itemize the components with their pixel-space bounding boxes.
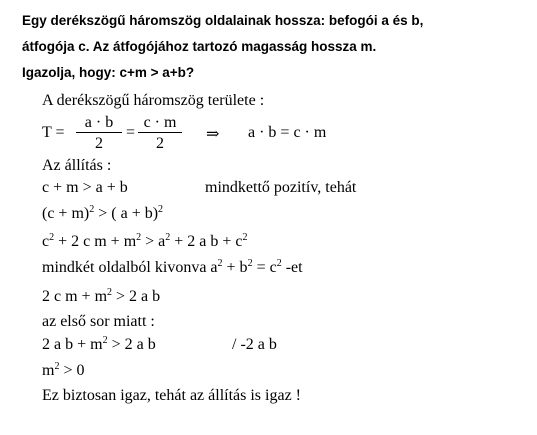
subtract-eq-c: = c	[252, 259, 277, 276]
reduced-rhs: > 2 a b	[112, 288, 161, 305]
squared-lhs: (c + m)	[42, 205, 90, 222]
substituted-note: / -2 a b	[232, 336, 277, 353]
conclusion: Ez biztosan igaz, tehát az állítás is igaz !	[42, 387, 301, 404]
term-2ab-c: + 2 a b + c	[170, 233, 243, 250]
area-result: a · b = c · m	[248, 124, 327, 141]
exponent: 2	[49, 232, 55, 243]
claim-intro: Az állítás :	[42, 157, 112, 174]
final-inequality	[42, 362, 84, 380]
exponent: 2	[276, 258, 282, 269]
exponent: 2	[102, 335, 108, 346]
squared-rhs: > ( a + b)	[94, 205, 159, 222]
implies-arrow: ⇒	[206, 126, 220, 143]
claim-inequality: c + m > a + b	[42, 179, 128, 196]
exponent: 2	[89, 204, 95, 215]
term-a: > a	[141, 233, 166, 250]
fraction-cm-denominator: 2	[156, 135, 164, 152]
area-intro: A derékszögű háromszög területe :	[42, 92, 265, 109]
exponent: 2	[217, 258, 223, 269]
equals-sign: =	[126, 124, 136, 141]
problem-line-2: átfogója c. Az átfogójához tartozó magasság hossza m.	[22, 39, 377, 54]
area-lhs: T =	[42, 124, 65, 141]
fraction-cm-numerator: c · m	[143, 114, 177, 131]
problem-statement	[22, 8, 527, 86]
expanded-inequality	[42, 233, 248, 251]
term-c: c	[42, 233, 50, 250]
squared-inequality	[42, 205, 163, 223]
exponent: 2	[158, 204, 164, 215]
exponent: 2	[242, 232, 248, 243]
claim-note: mindkettő pozitív, tehát	[205, 179, 357, 196]
problem-line-3: Igazolja, hogy: c+m > a+b?	[22, 65, 195, 80]
substituted-lhs: 2 a b + m	[42, 336, 103, 353]
final-rhs: > 0	[59, 362, 85, 379]
substituted-inequality	[42, 336, 156, 354]
substituted-rhs: > 2 a b	[107, 336, 156, 353]
exponent: 2	[54, 361, 60, 372]
fraction-ab-numerator: a · b	[84, 114, 114, 131]
fraction-cm-over-2	[138, 113, 182, 153]
reduced-inequality	[42, 288, 160, 306]
exponent: 2	[165, 232, 171, 243]
subtract-text: mindkét oldalból kivonva a	[42, 259, 218, 276]
exponent: 2	[107, 287, 113, 298]
fraction-ab-over-2	[76, 113, 122, 153]
first-row-note: az első sor miatt :	[42, 313, 155, 330]
reduced-lhs: 2 c m + m	[42, 288, 108, 305]
term-2cm-m: + 2 c m + m	[54, 233, 137, 250]
exponent: 2	[247, 258, 253, 269]
exponent: 2	[136, 232, 142, 243]
subtract-suffix: -et	[281, 259, 303, 276]
final-lhs: m	[42, 362, 55, 379]
subtract-plus-b: + b	[222, 259, 248, 276]
problem-line-1: Egy derékszögű háromszög oldalainak hossza: befogói a és b,	[22, 13, 424, 28]
fraction-ab-denominator: 2	[95, 135, 103, 152]
subtract-step	[42, 259, 303, 277]
